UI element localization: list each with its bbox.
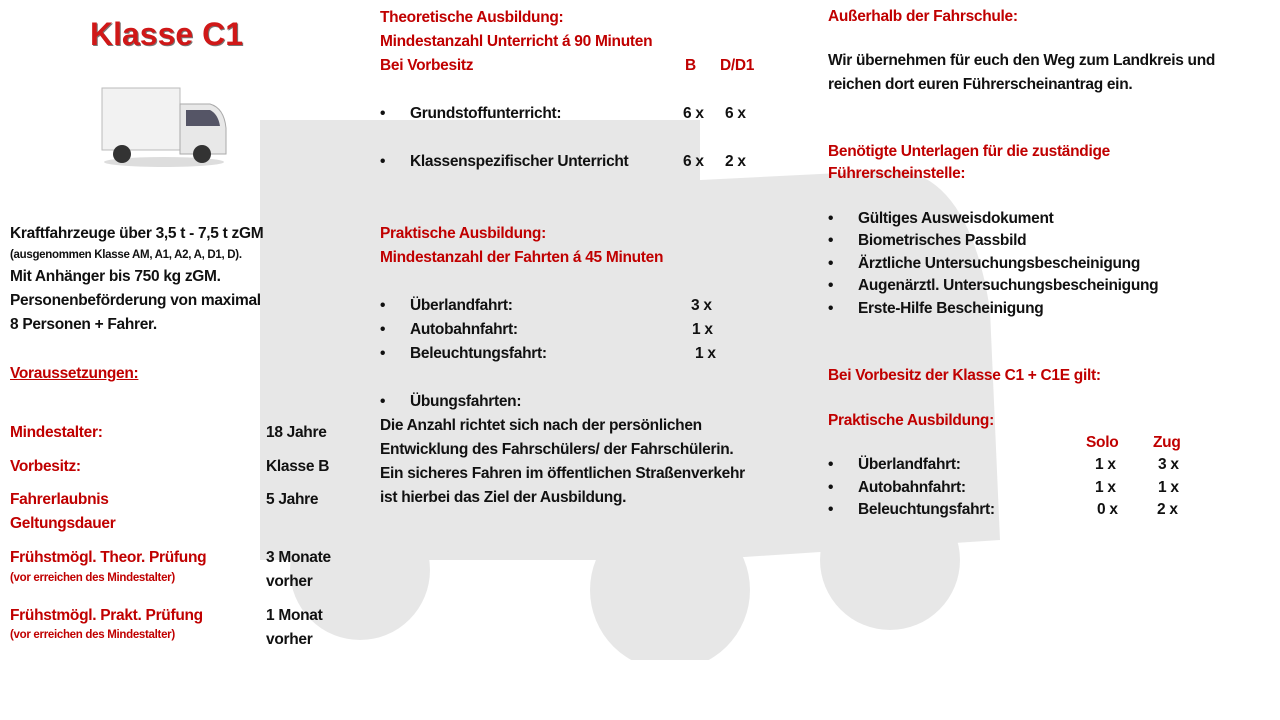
outside-heading: Außerhalb der Fahrschule: [828, 8, 1018, 25]
req-label-age: Mindestalter: [10, 424, 103, 441]
col-b: B [685, 57, 696, 74]
trailer-info: Mit Anhänger bis 750 kg zGM. [10, 268, 221, 285]
theory-item-b: 6 x [683, 153, 704, 170]
exercise-text: ist hierbei das Ziel der Ausbildung. [380, 489, 627, 506]
theory-item-d: 2 x [725, 153, 746, 170]
passenger-info-2: 8 Personen + Fahrer. [10, 316, 157, 333]
vehicle-exclusions: (ausgenommen Klasse AM, A1, A2, A, D1, D). [10, 249, 242, 261]
doc-item: Ärztliche Untersuchungsbescheinigung [858, 255, 1141, 272]
passenger-info: Personenbeförderung von maximal [10, 292, 261, 309]
req-label-validity: Fahrerlaubnis [10, 491, 109, 508]
theory-subheading: Mindestanzahl Unterricht á 90 Minuten [380, 33, 653, 50]
bullet: • [380, 345, 386, 362]
prior-item-label: Autobahnfahrt: [858, 479, 966, 496]
practice-item-value: 1 x [692, 321, 713, 338]
practice-item-label: Autobahnfahrt: [410, 321, 518, 338]
req-value-validity: 5 Jahre [266, 491, 319, 508]
doc-item: Biometrisches Passbild [858, 232, 1027, 249]
theory-item-b: 6 x [683, 105, 704, 122]
req-label-validity-2: Geltungsdauer [10, 515, 116, 532]
practice-item-label: Überlandfahrt: [410, 297, 513, 314]
bullet: • [380, 393, 386, 410]
req-label-practical-exam: Frühstmögl. Prakt. Prüfung [10, 607, 203, 624]
prior-item-label: Beleuchtungsfahrt: [858, 501, 995, 518]
req-note-theory-exam: (vor erreichen des Mindestalter) [10, 572, 175, 584]
docs-heading: Benötigte Unterlagen für die zuständige [828, 143, 1110, 160]
outside-text: reichen dort euren Führerscheinantrag ein. [828, 76, 1133, 93]
practice-subheading: Mindestanzahl der Fahrten á 45 Minuten [380, 249, 664, 266]
page-title: Klasse C1 [90, 16, 243, 52]
bullet: • [380, 153, 386, 170]
practice-heading: Praktische Ausbildung: [380, 225, 546, 242]
bullet: • [828, 232, 834, 249]
outside-text: Wir übernehmen für euch den Weg zum Landkreis und [828, 52, 1216, 69]
right-practice-heading: Praktische Ausbildung: [828, 412, 994, 429]
doc-item: Augenärztl. Untersuchungsbescheinigung [858, 277, 1159, 294]
col-zug: Zug [1153, 434, 1181, 451]
practice-item-value: 3 x [691, 297, 712, 314]
theory-item-d: 6 x [725, 105, 746, 122]
prior-item-zug: 2 x [1157, 501, 1178, 518]
requirements-heading: Voraussetzungen: [10, 365, 139, 382]
docs-heading-2: Führerscheinstelle: [828, 165, 966, 182]
req-value-prior: Klasse B [266, 458, 330, 475]
bullet: • [828, 300, 834, 317]
req-value-theory-exam: 3 Monate [266, 549, 331, 566]
bullet: • [828, 456, 834, 473]
bullet: • [380, 321, 386, 338]
prior-item-zug: 3 x [1158, 456, 1179, 473]
req-label-theory-exam: Frühstmögl. Theor. Prüfung [10, 549, 207, 566]
bullet: • [380, 297, 386, 314]
exercise-text: Ein sicheres Fahren im öffentlichen Straßenverkehr [380, 465, 745, 482]
theory-item-label: Klassenspezifischer Unterricht [410, 153, 629, 170]
prior-item-solo: 0 x [1097, 501, 1118, 518]
bullet: • [828, 255, 834, 272]
theory-item-label: Grundstoffunterricht: [410, 105, 562, 122]
prior-label: Bei Vorbesitz [380, 57, 474, 74]
exercise-text: Die Anzahl richtet sich nach der persönlichen [380, 417, 702, 434]
practice-item-label: Beleuchtungsfahrt: [410, 345, 547, 362]
vehicle-description: Kraftfahrzeuge über 3,5 t - 7,5 t zGM [10, 225, 264, 242]
col-solo: Solo [1086, 434, 1119, 451]
req-value-practical-exam-2: vorher [266, 631, 313, 648]
bullet: • [828, 210, 834, 227]
bullet: • [828, 479, 834, 496]
prior-item-solo: 1 x [1095, 456, 1116, 473]
req-value-age: 18 Jahre [266, 424, 327, 441]
req-label-prior: Vorbesitz: [10, 458, 81, 475]
doc-item: Erste-Hilfe Bescheinigung [858, 300, 1044, 317]
exercise-label: Übungsfahrten: [410, 393, 522, 410]
bullet: • [828, 501, 834, 518]
bullet: • [828, 277, 834, 294]
truck-image [92, 82, 232, 172]
exercise-text: Entwicklung des Fahrschülers/ der Fahrschülerin. [380, 441, 734, 458]
req-value-practical-exam: 1 Monat [266, 607, 323, 624]
theory-heading: Theoretische Ausbildung: [380, 9, 564, 26]
prior-c1-heading: Bei Vorbesitz der Klasse C1 + C1E gilt: [828, 367, 1101, 384]
prior-item-label: Überlandfahrt: [858, 456, 961, 473]
doc-item: Gültiges Ausweisdokument [858, 210, 1054, 227]
req-note-practical-exam: (vor erreichen des Mindestalter) [10, 629, 175, 641]
prior-item-zug: 1 x [1158, 479, 1179, 496]
prior-item-solo: 1 x [1095, 479, 1116, 496]
bullet: • [380, 105, 386, 122]
practice-item-value: 1 x [695, 345, 716, 362]
req-value-theory-exam-2: vorher [266, 573, 313, 590]
col-d: D/D1 [720, 57, 755, 74]
